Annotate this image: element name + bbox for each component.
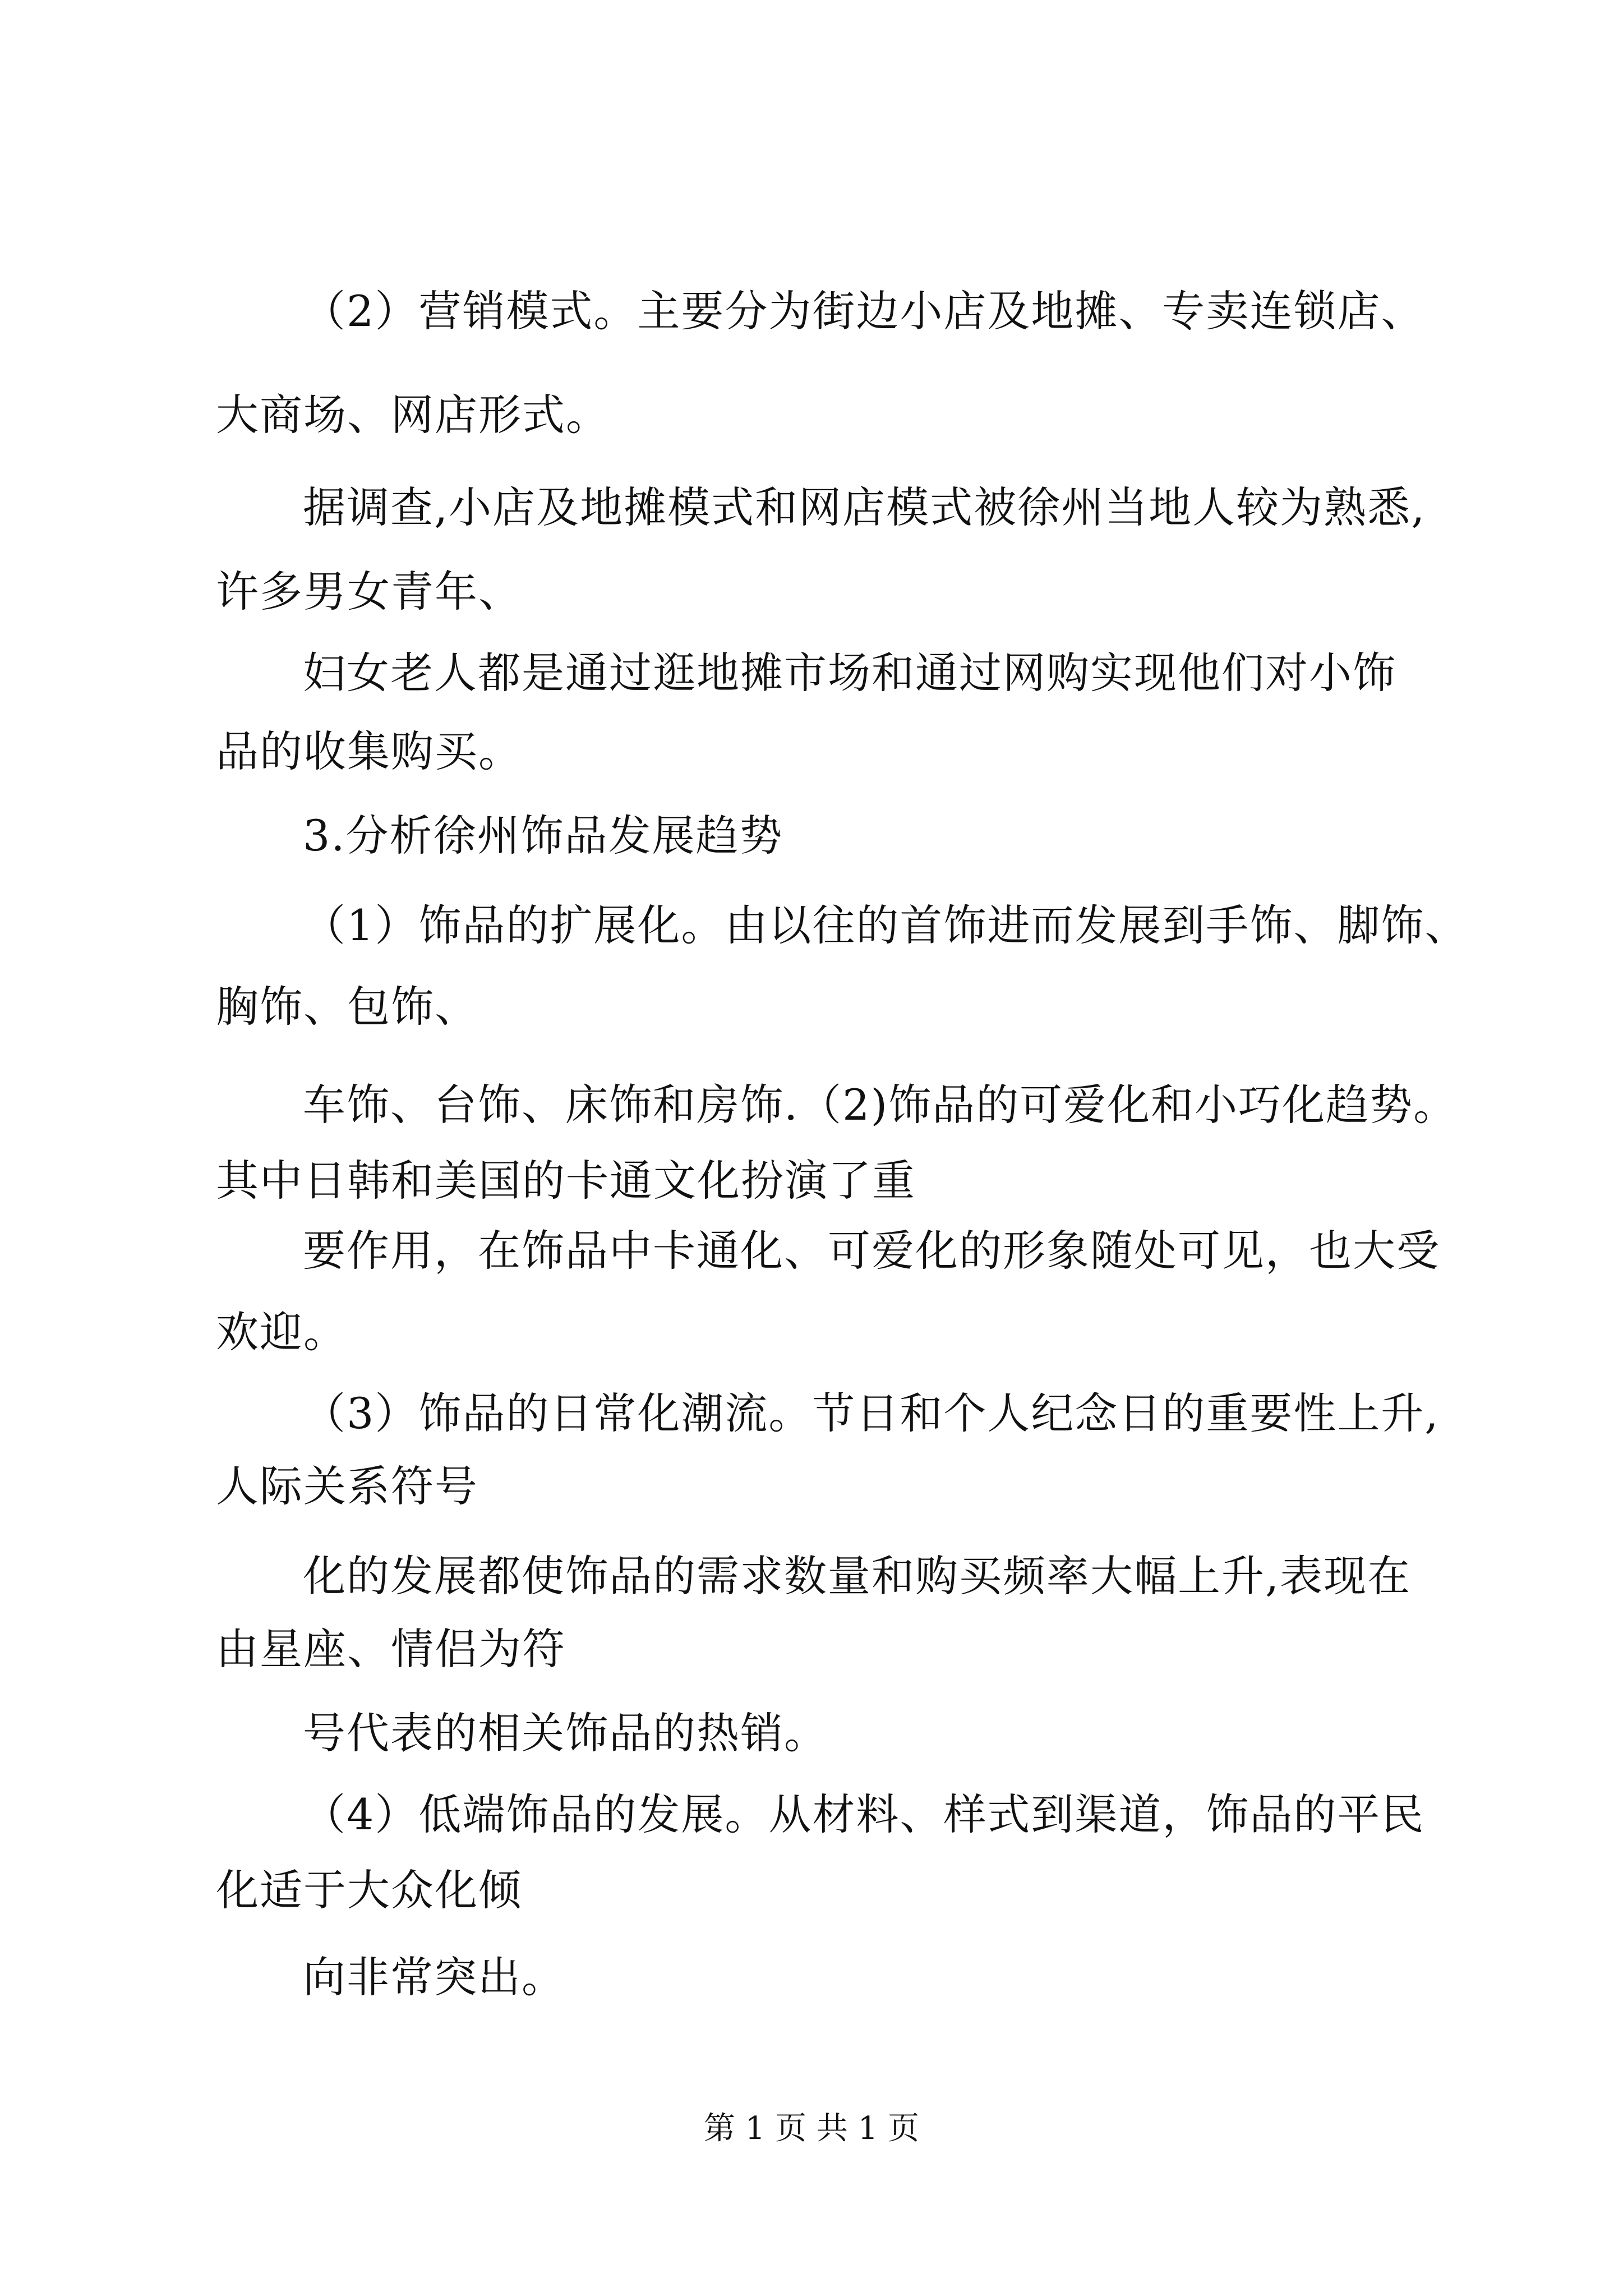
text-line: 化适于大众化倾 [216, 1865, 522, 1915]
text-line: 据调查,小店及地摊模式和网店模式被徐州当地人较为熟悉, [303, 482, 1426, 532]
text-line: 由星座、情侣为符 [216, 1624, 566, 1674]
text-line: 品的收集购买。 [216, 726, 522, 776]
page-footer: 第 1 页 共 1 页 [703, 2110, 920, 2147]
section-heading: 3.分析徐州饰品发展趋势 [303, 811, 783, 861]
text-line: 号代表的相关饰品的热销。 [303, 1708, 828, 1758]
text-line: 化的发展都使饰品的需求数量和购买频率大幅上升,表现在 [303, 1551, 1412, 1601]
text-line: （1）饰品的扩展化。由以往的首饰进而发展到手饰、脚饰、 [303, 900, 1469, 950]
text-line: 胸饰、包饰、 [216, 982, 478, 1032]
text-line: 向非常突出。 [303, 1952, 565, 2002]
text-line: 欢迎。 [216, 1307, 347, 1357]
text-line: （3）饰品的日常化潮流。节日和个人纪念日的重要性上升, [303, 1388, 1440, 1438]
text-line: 妇女老人都是通过逛地摊市场和通过网购实现他们对小饰 [303, 648, 1396, 698]
text-line: 大商场、网店形式。 [216, 390, 610, 440]
text-line: （4）低端饰品的发展。从材料、样式到渠道，饰品的平民 [303, 1789, 1425, 1839]
text-line: 人际关系符号 [216, 1461, 478, 1511]
text-line: 要作用，在饰品中卡通化、可爱化的形象随处可见，也大受 [303, 1226, 1440, 1276]
text-line: （2）营销模式。主要分为街边小店及地摊、专卖连锁店、 [303, 286, 1425, 336]
text-line: 车饰、台饰、床饰和房饰.（2)饰品的可爱化和小巧化趋势。 [303, 1080, 1458, 1130]
text-line: 其中日韩和美国的卡通文化扮演了重 [216, 1156, 916, 1205]
text-line: 许多男女青年、 [216, 567, 522, 616]
